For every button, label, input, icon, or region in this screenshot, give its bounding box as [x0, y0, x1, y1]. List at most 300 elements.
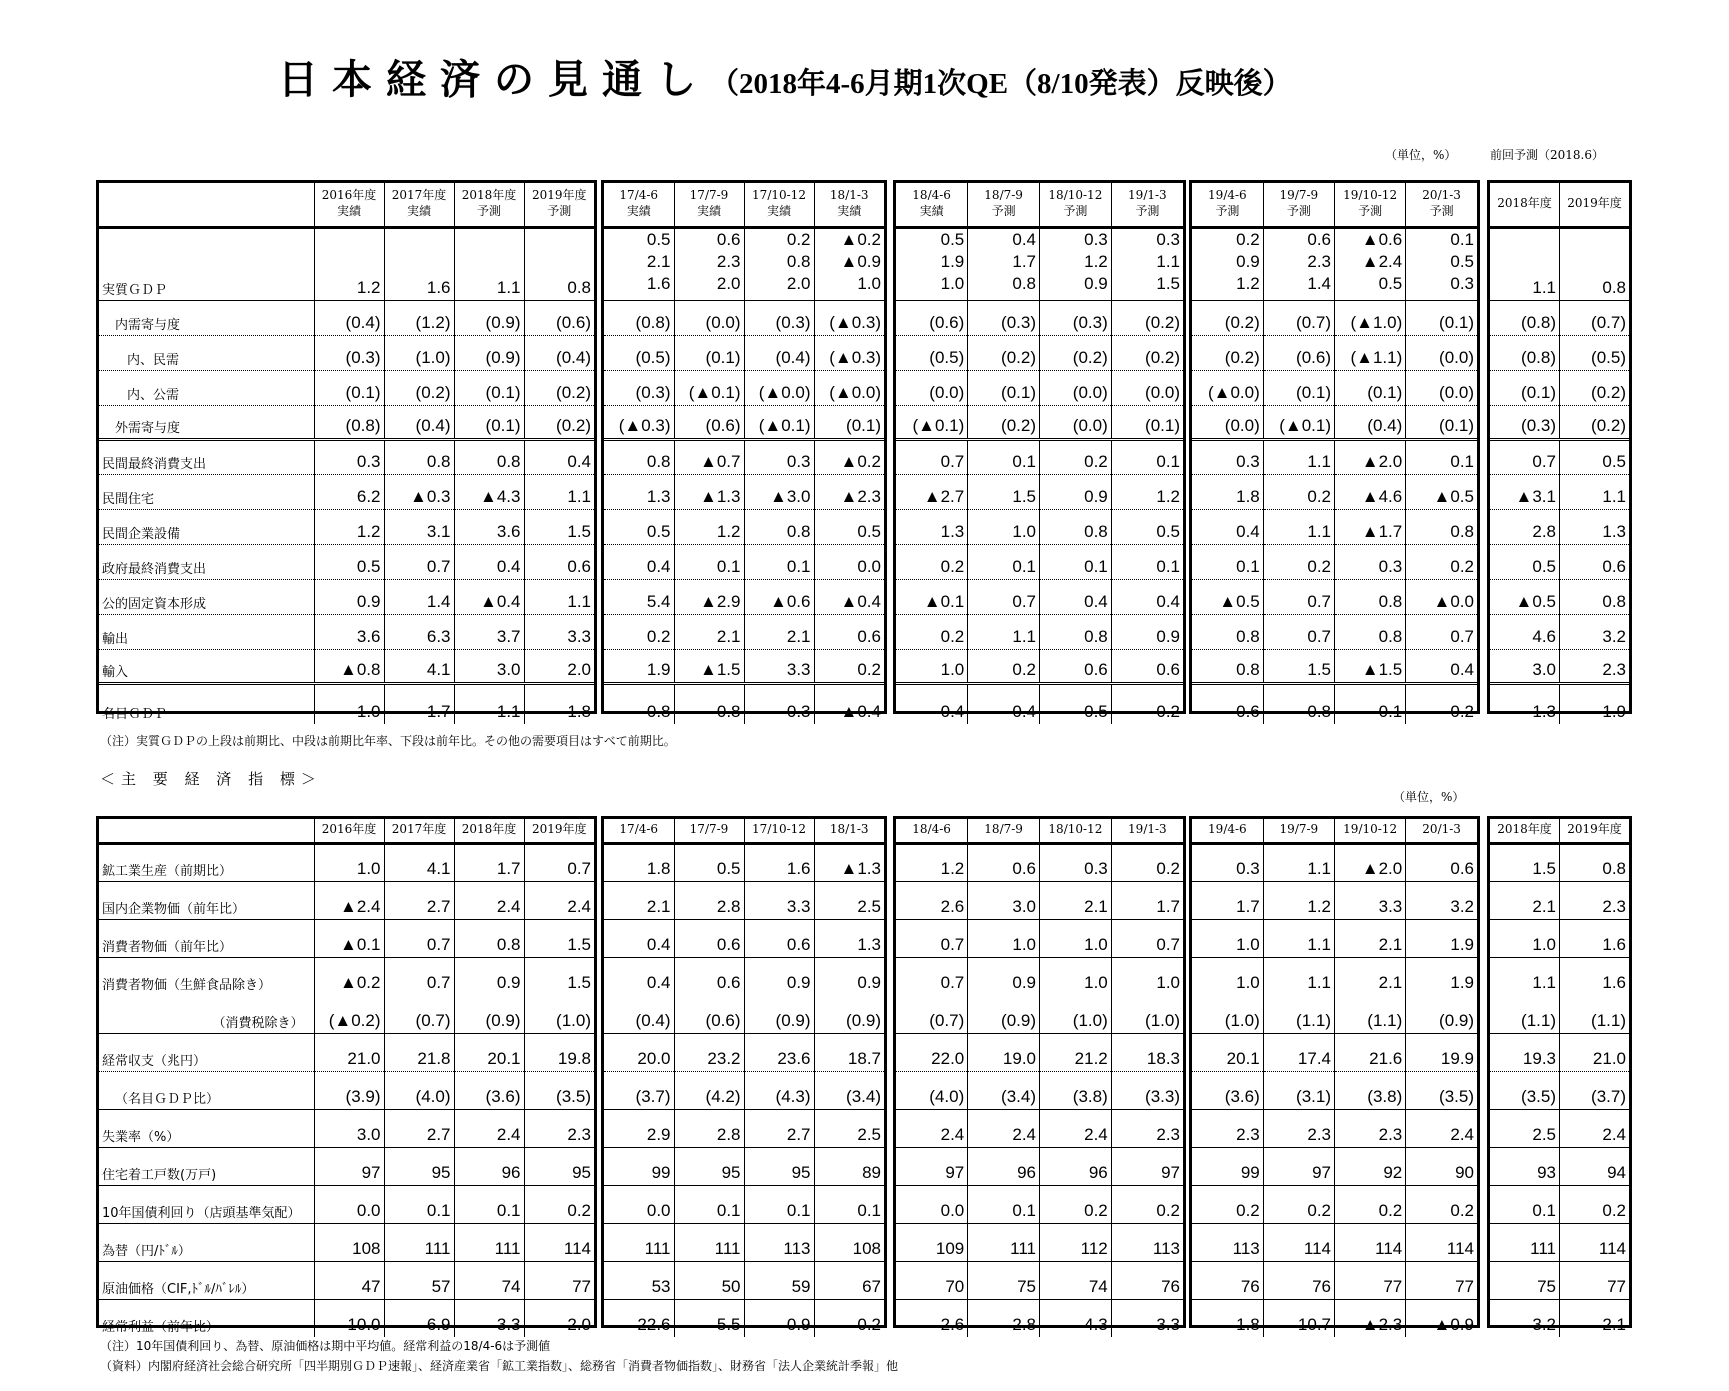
- value-cell: 3.2: [1560, 614, 1630, 649]
- value-line: 0.2: [1236, 229, 1260, 249]
- value-cell: (▲0.0): [814, 370, 884, 405]
- value-cell: (0.5): [604, 335, 674, 370]
- column-header: [814, 183, 884, 227]
- value-cell: 1.5: [1490, 843, 1560, 881]
- value-line: 1.2: [1084, 251, 1108, 271]
- value-cell: 1.0: [968, 509, 1040, 544]
- table-row: [1490, 300, 1629, 335]
- value-cell: (0.9): [968, 995, 1040, 1033]
- table-row: [604, 1071, 884, 1109]
- value-cell: 0.6: [1111, 649, 1183, 683]
- value-cell: (4.3): [744, 1071, 814, 1109]
- row-label: 民間企業設備: [99, 509, 314, 544]
- value-cell: 77: [1406, 1261, 1477, 1299]
- value-cell: 0.8: [1263, 683, 1334, 724]
- value-cell: 0.2: [1335, 1185, 1406, 1223]
- value-cell: (3.5): [1490, 1071, 1560, 1109]
- value-cell: 0.5: [604, 509, 674, 544]
- value-cell: 2.4: [454, 881, 524, 919]
- row-label: 内、公需: [99, 370, 314, 405]
- value-cell: (0.8): [604, 300, 674, 335]
- value-line: 0.3: [1450, 273, 1474, 293]
- row-label: 政府最終消費支出: [99, 544, 314, 579]
- column-header: [1490, 183, 1560, 227]
- value-cell: 0.8: [1192, 614, 1263, 649]
- value-cell: 0.9: [744, 957, 814, 995]
- value-cell: (▲0.0): [1192, 370, 1263, 405]
- value-cell: ▲0.4: [814, 579, 884, 614]
- table-row: [99, 1147, 594, 1185]
- value-cell: 0.8: [1040, 509, 1112, 544]
- value-cell: 0.8: [454, 919, 524, 957]
- table-row: [99, 335, 594, 370]
- value-cell: 75: [968, 1261, 1040, 1299]
- value-cell: ▲1.5: [674, 649, 744, 683]
- column-header: 17/4-6: [604, 819, 674, 843]
- table-row: [896, 1261, 1183, 1299]
- table-row: [99, 405, 594, 439]
- table-row: [1192, 614, 1477, 649]
- table-row: [1192, 370, 1477, 405]
- table-row: [99, 509, 594, 544]
- value-cell: (0.1): [814, 405, 884, 439]
- value-cell: 108: [314, 1223, 384, 1261]
- value-cell: 0.6: [674, 919, 744, 957]
- value-cell: (0.7): [896, 995, 968, 1033]
- value-cell: (0.7): [1560, 300, 1630, 335]
- value-cell: 114: [1560, 1223, 1630, 1261]
- value-cell: 75: [1490, 1261, 1560, 1299]
- table-row: [1490, 1109, 1629, 1147]
- value-cell: 0.3: [314, 439, 384, 474]
- value-cell: 2.1: [604, 881, 674, 919]
- value-cell: (▲0.3): [814, 300, 884, 335]
- value-cell: 0.1: [744, 1185, 814, 1223]
- value-cell: (1.1): [1490, 995, 1560, 1033]
- header-status: 実績: [837, 204, 862, 219]
- value-cell: 1.1: [1263, 957, 1334, 995]
- header-status: 予測: [476, 204, 501, 219]
- value-line: 2.1: [646, 251, 671, 271]
- value-cell: (0.1): [1490, 370, 1560, 405]
- table-row: [1192, 1033, 1477, 1071]
- table-row: [896, 1299, 1183, 1337]
- value-cell: 21.2: [1040, 1033, 1112, 1071]
- value-cell: 0.7: [384, 957, 454, 995]
- table2-note: （注）10年国債利回り、為替、原油価格は期中平均値。経常利益の18/4-6は予測値: [100, 1339, 551, 1353]
- table-row: [1490, 649, 1629, 683]
- value-cell: 1.9: [1406, 957, 1477, 995]
- value-cell: 0.2: [814, 649, 884, 683]
- row-label: 住宅着工戸数(万戸): [99, 1147, 314, 1185]
- table-row: [604, 370, 884, 405]
- value-cell: 1.1: [968, 614, 1040, 649]
- value-cell: (3.8): [1335, 1071, 1406, 1109]
- table-row: [1192, 1223, 1477, 1261]
- value-cell: 1.1: [1532, 973, 1556, 992]
- column-header: 2019年度: [1560, 819, 1630, 843]
- value-cell: 1.4: [384, 579, 454, 614]
- table-row: [604, 919, 884, 957]
- table-row: [1490, 683, 1629, 724]
- value-cell: 2.6: [896, 881, 968, 919]
- table-row: [604, 614, 884, 649]
- value-cell: 3.3: [744, 649, 814, 683]
- value-line: 0.8: [1012, 273, 1036, 293]
- value-cell: 1.1: [1490, 227, 1560, 300]
- value-cell: 1.2: [314, 509, 384, 544]
- value-cell: 0.2: [1406, 683, 1477, 724]
- value-cell: 111: [384, 1223, 454, 1261]
- table-row: [604, 1185, 884, 1223]
- table-row: [604, 1033, 884, 1071]
- value-cell: 0.9: [1040, 474, 1112, 509]
- value-cell: 0.8: [1406, 509, 1477, 544]
- value-cell: 0.3: [1335, 544, 1406, 579]
- value-cell: 0.7: [524, 843, 594, 881]
- table-row: [1490, 881, 1629, 919]
- value-cell: 2.1: [1335, 957, 1406, 995]
- value-line: 0.5: [1378, 273, 1403, 293]
- header-status: 予測: [1063, 204, 1088, 219]
- value-cell: 59: [744, 1261, 814, 1299]
- value-cell: (0.2): [1192, 335, 1263, 370]
- row-label: （消費税除き）: [99, 995, 314, 1033]
- value-cell: 53: [604, 1261, 674, 1299]
- value-cell: 0.4: [1192, 509, 1263, 544]
- table-row: [1490, 919, 1629, 957]
- table-row: [1192, 1109, 1477, 1147]
- row-label: 国内企業物価（前年比）: [99, 881, 314, 919]
- table-row: [1490, 1299, 1629, 1337]
- table1-block-2: [893, 180, 1186, 721]
- value-cell: 1.6: [1560, 957, 1630, 995]
- table-row: [1192, 405, 1477, 439]
- value-cell: (3.4): [968, 1071, 1040, 1109]
- value-cell: (0.0): [896, 370, 968, 405]
- value-cell: 0.5: [1040, 683, 1112, 724]
- value-cell: 0.1: [968, 1185, 1040, 1223]
- value-cell: 19.8: [524, 1033, 594, 1071]
- value-cell: 1.8: [524, 683, 594, 724]
- value-cell: ▲0.9: [1406, 1299, 1477, 1337]
- value-cell: 94: [1560, 1147, 1630, 1185]
- value-cell: 1.5: [524, 957, 594, 995]
- value-cell: 0.4: [968, 683, 1040, 724]
- value-cell: 0.4: [604, 544, 674, 579]
- value-cell: [674, 227, 744, 300]
- table2-block-3: [1189, 816, 1480, 1334]
- value-line: 1.0: [857, 273, 881, 293]
- value-cell: 2.4: [1040, 1109, 1112, 1147]
- value-cell: 0.2: [1111, 683, 1183, 724]
- table-row: [1490, 1147, 1629, 1185]
- row-label: 経常収支（兆円）: [99, 1033, 314, 1071]
- value-cell: 1.9: [1560, 683, 1630, 724]
- table-row: [1490, 227, 1629, 300]
- column-header: 2019年度: [524, 819, 594, 843]
- row-label: 失業率（%）: [99, 1109, 314, 1147]
- value-cell: 1.3: [1532, 702, 1556, 721]
- column-header: [1040, 183, 1112, 227]
- value-cell: 0.7: [384, 544, 454, 579]
- value-cell: 17.4: [1263, 1033, 1334, 1071]
- value-cell: 0.8: [1560, 579, 1630, 614]
- value-line: 0.2: [786, 229, 811, 249]
- value-cell: 0.7: [1490, 439, 1560, 474]
- value-line: ▲0.9: [840, 251, 881, 271]
- value-cell: 1.2: [674, 509, 744, 544]
- column-header: [454, 183, 524, 227]
- value-cell: (0.5): [1560, 335, 1630, 370]
- table-row: [99, 1185, 594, 1223]
- column-header: 19/4-6: [1192, 819, 1263, 843]
- value-cell: 111: [674, 1223, 744, 1261]
- value-cell: 114: [1406, 1223, 1477, 1261]
- value-cell: 1.8: [1192, 474, 1263, 509]
- value-cell: (0.1): [968, 370, 1040, 405]
- row-label: 内需寄与度: [99, 300, 314, 335]
- header-status: 予測: [547, 204, 572, 219]
- table-row: [99, 614, 594, 649]
- value-cell: 2.1: [1040, 881, 1112, 919]
- value-cell: 10.7: [1263, 1299, 1334, 1337]
- value-cell: 0.6: [744, 919, 814, 957]
- value-cell: 21.6: [1335, 1033, 1406, 1071]
- value-cell: 2.5: [814, 1109, 884, 1147]
- column-header: 18/10-12: [1040, 819, 1112, 843]
- value-cell: 1.0: [1236, 973, 1260, 992]
- value-line: 2.3: [1307, 251, 1331, 271]
- row-label: 外需寄与度: [99, 405, 314, 439]
- value-cell: 0.8: [384, 439, 454, 474]
- value-cell: (1.1): [1263, 995, 1334, 1033]
- table-row: [99, 579, 594, 614]
- value-cell: 76: [1263, 1261, 1334, 1299]
- value-line: 0.3: [1084, 229, 1108, 249]
- header-period: 2017年度: [391, 188, 447, 203]
- header-period: 19/1-3: [1128, 188, 1167, 203]
- column-header: 17/7-9: [674, 819, 744, 843]
- value-cell: 1.2: [314, 227, 384, 300]
- table-row: [604, 881, 884, 919]
- value-cell: 3.0: [314, 1109, 384, 1147]
- value-cell: 0.1: [674, 544, 744, 579]
- title-sub: （2018年4-6月期1次QE（8/10発表）反映後）: [710, 68, 1292, 100]
- value-cell: 0.7: [896, 439, 968, 474]
- table-row: [1192, 843, 1477, 881]
- value-line: 0.1: [1450, 229, 1474, 249]
- value-cell: 97: [1111, 1147, 1183, 1185]
- header-status: 実績: [626, 204, 651, 219]
- table-row: [896, 995, 1183, 1033]
- table-row: [896, 405, 1183, 439]
- value-cell: 0.1: [454, 1185, 524, 1223]
- table-row: [1490, 614, 1629, 649]
- value-cell: 1.7: [1111, 881, 1183, 919]
- value-cell: (0.9): [454, 335, 524, 370]
- table-row: [99, 1109, 594, 1147]
- value-cell: (0.2): [1560, 405, 1630, 439]
- value-cell: 77: [1560, 1261, 1630, 1299]
- value-cell: (▲0.3): [604, 405, 674, 439]
- page-title: [278, 48, 1292, 105]
- value-cell: [1335, 227, 1406, 300]
- value-line: 1.6: [646, 273, 671, 293]
- header-period: 17/4-6: [619, 188, 659, 203]
- value-cell: 22.0: [896, 1033, 968, 1071]
- table-row: [1192, 300, 1477, 335]
- value-cell: (3.4): [814, 1071, 884, 1109]
- value-cell: (3.9): [314, 1071, 384, 1109]
- table2-block-0: [96, 816, 597, 1335]
- value-cell: 112: [1040, 1223, 1112, 1261]
- value-cell: (0.2): [524, 405, 594, 439]
- value-cell: (0.2): [1111, 335, 1183, 370]
- value-cell: (0.9): [454, 300, 524, 335]
- value-cell: 0.5: [814, 509, 884, 544]
- value-cell: 0.7: [1111, 919, 1183, 957]
- value-cell: 2.0: [524, 1299, 594, 1337]
- row-label: 公的固定資本形成: [99, 579, 314, 614]
- table-row: [896, 1147, 1183, 1185]
- value-cell: 0.7: [940, 973, 965, 992]
- table-row: [896, 649, 1183, 683]
- prev-forecast-label: 前回予測（2018.6）: [1490, 148, 1604, 162]
- value-cell: (0.1): [454, 405, 524, 439]
- value-line: 0.4: [1012, 229, 1036, 249]
- value-cell: 0.8: [1040, 614, 1112, 649]
- header-status: 予測: [1286, 204, 1311, 219]
- value-cell: (0.0): [1040, 370, 1112, 405]
- column-header: [1560, 183, 1630, 227]
- table-row: [1192, 227, 1477, 300]
- value-cell: 3.6: [314, 614, 384, 649]
- table-row: [99, 1033, 594, 1071]
- value-cell: (0.7): [384, 995, 454, 1033]
- value-cell: 1.7: [454, 843, 524, 881]
- value-cell: (▲0.1): [744, 405, 814, 439]
- column-header: [1192, 183, 1263, 227]
- value-cell: 111: [454, 1223, 524, 1261]
- value-cell: 0.6: [968, 843, 1040, 881]
- value-cell: 2.9: [604, 1109, 674, 1147]
- value-cell: 99: [1192, 1147, 1263, 1185]
- table-row: [99, 957, 594, 995]
- value-cell: 20.0: [604, 1033, 674, 1071]
- table-row: [1192, 1071, 1477, 1109]
- value-line: ▲0.6: [1361, 229, 1403, 249]
- value-cell: ▲2.3: [1335, 1299, 1406, 1337]
- value-cell: 2.3: [1560, 649, 1630, 683]
- value-cell: 74: [454, 1261, 524, 1299]
- value-cell: 0.8: [1335, 614, 1406, 649]
- value-cell: (0.2): [1040, 335, 1112, 370]
- value-cell: 111: [1490, 1223, 1560, 1261]
- value-cell: 0.2: [896, 614, 968, 649]
- value-cell: (0.4): [744, 335, 814, 370]
- value-cell: 1.7: [1192, 881, 1263, 919]
- value-cell: (0.3): [744, 300, 814, 335]
- value-cell: ▲1.3: [674, 474, 744, 509]
- value-cell: 1.5: [1263, 649, 1334, 683]
- value-cell: 1.1: [454, 227, 524, 300]
- table-row: [99, 649, 594, 683]
- value-cell: (0.4): [384, 405, 454, 439]
- value-line: 1.7: [1012, 251, 1036, 271]
- value-cell: 0.8: [524, 227, 594, 300]
- table-row: [604, 957, 884, 995]
- value-cell: 23.6: [744, 1033, 814, 1071]
- table-row: [1192, 1299, 1477, 1337]
- value-cell: 1.1: [524, 579, 594, 614]
- value-line: 0.5: [940, 229, 965, 249]
- value-cell: ▲0.1: [896, 579, 968, 614]
- table-row: [896, 843, 1183, 881]
- value-cell: 2.3: [524, 1109, 594, 1147]
- value-cell: [968, 227, 1040, 300]
- value-cell: 0.7: [968, 579, 1040, 614]
- value-cell: [1040, 227, 1112, 300]
- value-cell: 1.1: [1263, 509, 1334, 544]
- value-cell: (0.1): [1111, 405, 1183, 439]
- value-cell: ▲0.4: [454, 579, 524, 614]
- value-cell: 0.9: [744, 1299, 814, 1337]
- value-cell: 3.2: [1406, 881, 1477, 919]
- value-cell: 6.2: [314, 474, 384, 509]
- value-cell: 97: [896, 1147, 968, 1185]
- value-line: 0.6: [716, 229, 741, 249]
- header-period: 19/7-9: [1279, 188, 1319, 203]
- column-header: 2018年度: [1490, 819, 1560, 843]
- unit-label: （単位，%）: [1385, 148, 1457, 162]
- table-row: [1490, 1185, 1629, 1223]
- value-cell: (3.3): [1111, 1071, 1183, 1109]
- value-cell: (0.0): [674, 300, 744, 335]
- value-cell: ▲0.5: [1406, 474, 1477, 509]
- table1-note: （注）実質ＧＤＰの上段は前期比、中段は前期比年率、下段は前年比。その他の需要項目はすべて前期比。: [100, 734, 676, 748]
- table-row: [896, 683, 1183, 724]
- value-cell: ▲2.7: [896, 474, 968, 509]
- value-cell: ▲0.5: [1192, 579, 1263, 614]
- value-cell: 4.6: [1490, 614, 1560, 649]
- header-period: 18/7-9: [984, 188, 1023, 203]
- value-cell: 2.4: [524, 881, 594, 919]
- value-cell: 2.1: [674, 614, 744, 649]
- table2-block-1: [601, 816, 887, 1334]
- value-cell: 10.0: [314, 1299, 384, 1337]
- table-row: [99, 1299, 594, 1337]
- value-cell: [814, 227, 884, 300]
- table-row: [896, 579, 1183, 614]
- value-cell: 21.0: [1560, 1033, 1630, 1071]
- value-cell: (0.5): [896, 335, 968, 370]
- table-row: [1192, 1185, 1477, 1223]
- value-cell: (0.4): [604, 995, 674, 1033]
- value-cell: ▲0.3: [384, 474, 454, 509]
- value-cell: (1.1): [1335, 995, 1406, 1033]
- value-cell: (0.1): [674, 335, 744, 370]
- value-cell: (0.1): [1406, 300, 1477, 335]
- value-cell: 0.8: [454, 439, 524, 474]
- table-row: [1490, 1071, 1629, 1109]
- table-row: [1490, 843, 1629, 881]
- value-cell: 2.8: [1490, 509, 1560, 544]
- value-cell: 0.6: [674, 957, 744, 995]
- value-cell: 0.1: [384, 1185, 454, 1223]
- header-period: 19/4-6: [1208, 188, 1247, 203]
- value-cell: (0.3): [968, 300, 1040, 335]
